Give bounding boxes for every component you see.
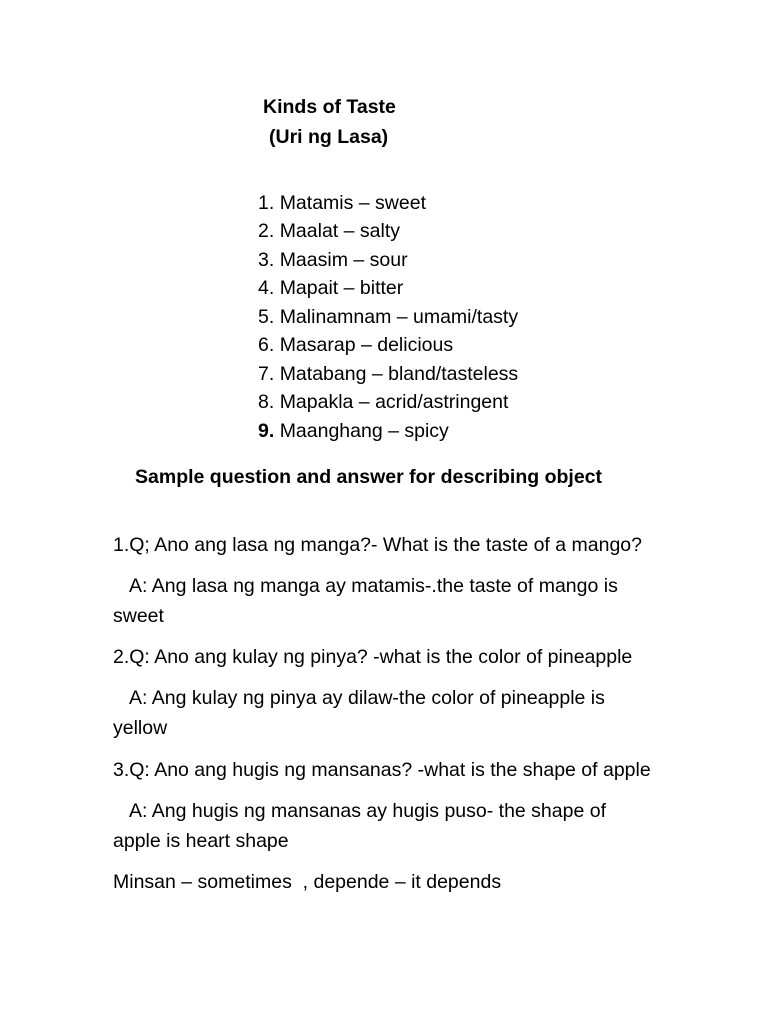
list-text: Maanghang – spicy xyxy=(279,420,449,442)
list-item xyxy=(258,306,518,328)
question-text: 1.Q; Ano ang lasa ng manga?- What is the taste of a mango? xyxy=(113,534,642,556)
list-item xyxy=(258,334,453,356)
vocabulary-note: Minsan – sometimes , depende – it depends xyxy=(113,871,502,893)
answer-text-continued: apple is heart shape xyxy=(113,830,289,852)
list-item xyxy=(258,420,449,442)
answer-text: A: Ang lasa ng manga ay matamis-.the taste of mango is xyxy=(129,575,618,597)
list-number: 3. xyxy=(258,249,275,271)
list-text: Matabang – bland/tasteless xyxy=(279,363,519,385)
list-number: 8. xyxy=(258,391,275,413)
list-number: 4. xyxy=(258,277,275,299)
list-number: 9. xyxy=(258,420,275,442)
page-title: Kinds of Taste xyxy=(263,96,396,118)
answer-text: A: Ang kulay ng pinya ay dilaw-the color of pineapple is xyxy=(129,687,605,709)
list-item xyxy=(258,220,400,242)
list-number: 7. xyxy=(258,363,275,385)
question-text: 2.Q: Ano ang kulay ng pinya? -what is the color of pineapple xyxy=(113,646,633,668)
list-item xyxy=(258,249,408,271)
answer-text: A: Ang hugis ng mansanas ay hugis puso- the shape of xyxy=(129,800,606,822)
page-subtitle: (Uri ng Lasa) xyxy=(269,126,389,148)
list-number: 1. xyxy=(258,192,275,214)
answer-text-continued: yellow xyxy=(113,717,168,739)
list-item xyxy=(258,277,403,299)
answer-text-continued: sweet xyxy=(113,605,164,627)
question-text: 3.Q: Ano ang hugis ng mansanas? -what is the shape of apple xyxy=(113,759,651,781)
list-item xyxy=(258,363,518,385)
list-text: Malinamnam – umami/tasty xyxy=(279,306,519,328)
list-item xyxy=(258,391,508,413)
list-text: Mapakla – acrid/astringent xyxy=(279,391,509,413)
section-heading: Sample question and answer for describing object xyxy=(135,466,603,488)
list-text: Maasim – sour xyxy=(279,249,408,271)
list-text: Mapait – bitter xyxy=(279,277,404,299)
list-number: 2. xyxy=(258,220,275,242)
list-item xyxy=(258,192,426,214)
list-number: 6. xyxy=(258,334,275,356)
list-text: Maalat – salty xyxy=(279,220,400,242)
list-text: Matamis – sweet xyxy=(279,192,426,214)
list-text: Masarap – delicious xyxy=(279,334,454,356)
list-number: 5. xyxy=(258,306,275,328)
